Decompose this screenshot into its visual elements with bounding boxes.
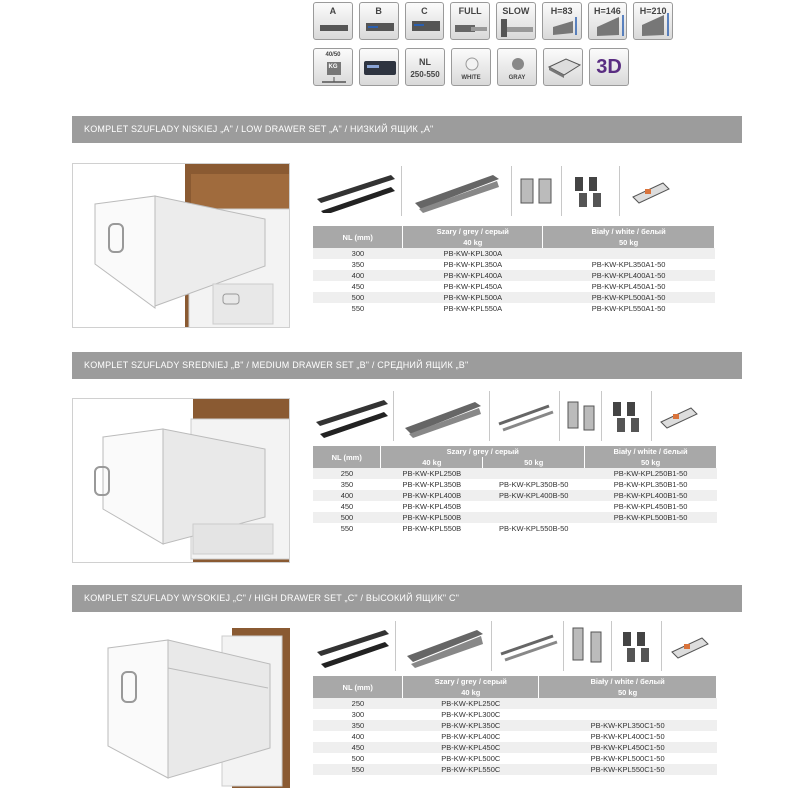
table-row: 450 PB-KW-KPL450C PB-KW-KPL450C1-50 xyxy=(313,742,717,753)
table-row: 250 PB-KW-KPL250C xyxy=(313,698,717,709)
white-header: Biały / white / белый xyxy=(585,446,717,457)
feature-icon-row-2 xyxy=(313,48,673,86)
feature-icon-row-1 xyxy=(313,2,673,40)
table-row: 550 PB-KW-KPL550A PB-KW-KPL550A1-50 xyxy=(313,303,715,314)
table-row: 500 PB-KW-KPL500A PB-KW-KPL500A1-50 xyxy=(313,292,715,303)
spec-table-a xyxy=(313,226,715,314)
section-b-title: KOMPLET SZUFLADY SREDNIEJ „B" / MEDIUM DRAWER SET „B" / СРЕДНИЙ ЯЩИК „B" xyxy=(72,352,742,379)
full-extension-icon: FULL xyxy=(450,2,490,40)
table-row: 300 PB-KW-KPL300A xyxy=(313,248,715,259)
nl-header: NL (mm) xyxy=(313,676,403,698)
side-height-146-icon: H=146 xyxy=(588,2,628,40)
height-c-icon: C xyxy=(405,2,445,40)
grey-40kg-header: 40 kg xyxy=(403,237,543,248)
white-50kg-header: 50 kg xyxy=(585,457,717,468)
components-row-b xyxy=(310,390,706,442)
table-row: 350 PB-KW-KPL350B PB-KW-KPL350B-50 PB-KW-KPL350B1-50 xyxy=(313,479,717,490)
runner-slides-icon xyxy=(310,621,396,671)
drawer-sides-icon xyxy=(394,391,490,441)
drawer-box-icon xyxy=(359,48,399,86)
3d-adjust-icon: 3D xyxy=(589,48,629,86)
drawer-tray-icon xyxy=(543,48,583,86)
white-header: Biały / white / белый xyxy=(543,226,715,237)
rear-fixings-icon xyxy=(612,621,662,671)
nl-header: NL (mm) xyxy=(313,226,403,248)
spec-table-c xyxy=(313,676,717,775)
table-row: 450 PB-KW-KPL450A PB-KW-KPL450A1-50 xyxy=(313,281,715,292)
runner-slides-icon xyxy=(310,166,402,216)
table-row: 400 PB-KW-KPL400B PB-KW-KPL400B-50 PB-KW-KPL400B1-50 xyxy=(313,490,717,501)
table-row: 350 PB-KW-KPL350C PB-KW-KPL350C1-50 xyxy=(313,720,717,731)
soft-close-icon: SLOW xyxy=(496,2,536,40)
gallery-rails-icon xyxy=(490,391,560,441)
components-row-a xyxy=(310,165,680,217)
load-capacity-icon: 40/50 KG xyxy=(313,48,353,86)
side-height-210-icon: H=210 xyxy=(633,2,673,40)
feature-icon-grid xyxy=(313,2,673,94)
table-row: 250 PB-KW-KPL250B PB-KW-KPL250B1-50 xyxy=(313,468,717,479)
drawer-sides-icon xyxy=(396,621,492,671)
white-50kg-header: 50 kg xyxy=(543,237,715,248)
grey-40kg-header: 40 kg xyxy=(381,457,483,468)
spec-table-b xyxy=(313,446,717,534)
grey-header: Szary / grey / серый xyxy=(403,676,539,687)
front-brackets-icon xyxy=(560,391,602,441)
table-row: 450 PB-KW-KPL450B PB-KW-KPL450B1-50 xyxy=(313,501,717,512)
gray-color-icon: GRAY xyxy=(497,48,537,86)
drawer-photo-low xyxy=(72,163,290,328)
table-row: 550 PB-KW-KPL550B PB-KW-KPL550B-50 xyxy=(313,523,717,534)
drawer-photo-high xyxy=(72,628,290,788)
white-color-icon: WHITE xyxy=(451,48,491,86)
section-c-title: KOMPLET SZUFLADY WYSOKIEJ „C" / HIGH DRAWER SET „C" / ВЫСОКИЙ ЯЩИК" C" xyxy=(72,585,742,612)
side-height-83-icon: H=83 xyxy=(542,2,582,40)
section-a-title: KOMPLET SZUFLADY NISKIEJ „A" / LOW DRAWER SET „A" / НИЗКИЙ ЯЩИК „A" xyxy=(72,116,742,143)
rear-fixings-icon xyxy=(562,166,620,216)
runner-slides-icon xyxy=(310,391,394,441)
table-row: 300 PB-KW-KPL300C xyxy=(313,709,717,720)
table-row: 400 PB-KW-KPL400C PB-KW-KPL400C1-50 xyxy=(313,731,717,742)
grey-50kg-header: 50 kg xyxy=(483,457,585,468)
grey-header: Szary / grey / серый xyxy=(403,226,543,237)
gallery-rails-icon xyxy=(492,621,564,671)
drawer-sides-icon xyxy=(402,166,512,216)
white-50kg-header: 50 kg xyxy=(539,687,717,698)
rear-fixings-icon xyxy=(602,391,652,441)
components-row-c xyxy=(310,620,718,672)
nominal-length-icon: NL 250-550 xyxy=(405,48,445,86)
table-row: 500 PB-KW-KPL500C PB-KW-KPL500C1-50 xyxy=(313,753,717,764)
grey-header: Szary / grey / серый xyxy=(381,446,585,457)
table-row: 350 PB-KW-KPL350A PB-KW-KPL350A1-50 xyxy=(313,259,715,270)
table-row: 500 PB-KW-KPL500B PB-KW-KPL500B1-50 xyxy=(313,512,717,523)
nl-header: NL (mm) xyxy=(313,446,381,468)
height-a-icon: A xyxy=(313,2,353,40)
front-brackets-icon xyxy=(512,166,562,216)
drawer-photo-medium xyxy=(72,398,290,563)
front-brackets-icon xyxy=(564,621,612,671)
front-adapter-icon xyxy=(620,166,680,216)
height-b-icon: B xyxy=(359,2,399,40)
front-adapter-icon xyxy=(662,621,718,671)
white-header: Biały / white / белый xyxy=(539,676,717,687)
table-row: 550 PB-KW-KPL550C PB-KW-KPL550C1-50 xyxy=(313,764,717,775)
table-row: 400 PB-KW-KPL400A PB-KW-KPL400A1-50 xyxy=(313,270,715,281)
front-adapter-icon xyxy=(652,391,706,441)
grey-40kg-header: 40 kg xyxy=(403,687,539,698)
